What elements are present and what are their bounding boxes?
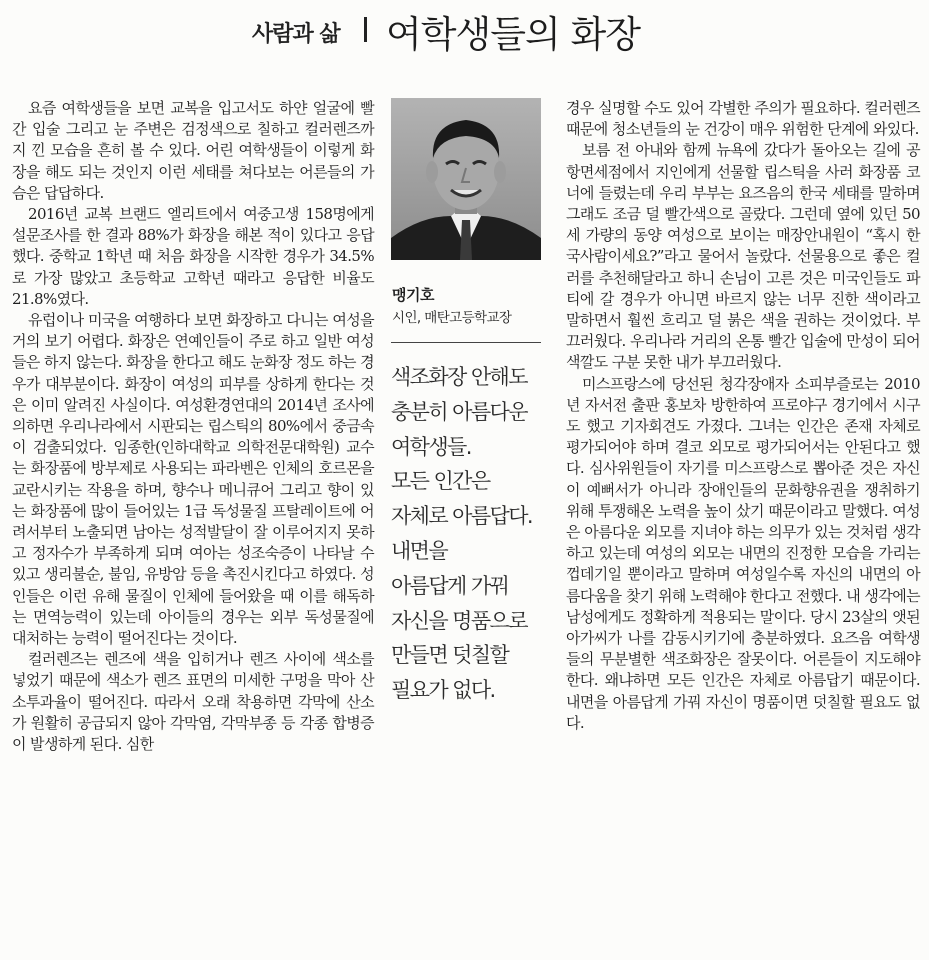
pull-quote-line: 색조화장 안해도 [391,365,527,389]
article-column-2 [566,98,920,734]
paragraph: 요즘 여학생들을 보면 교복을 입고서도 하얀 얼굴에 빨간 입술 그리고 눈 주변은 검정색으로 칠하고 컬러렌즈까지 낀 모습을 흔히 볼 수 있다. 어린 여학생들이 이렇게 화장을 해도 되는 것인지 이런 세태를 쳐다보는 어른들의 가슴은 답답하다. [12,99,374,202]
pull-quote [391,360,551,708]
paragraph: 미스프랑스에 당선된 청각장애자 소피부즐로는 2010년 자서전 출판 홍보차 방한하여 프로야구 경기에서 시구도 했고 기자회견도 가졌다. 그녀는 인간은 존재 자체로 평가되어야 하며 결코 외모로 평가되어서는 안된다고 했다. 심사위원들이 자기를 미스프랑스로 뽑아준 것은 자신이 예뻐서가 아니라 장애인들의 문화향유권을 쟁취하기 위해 투쟁해온 노력을 높이 샀기 때문이라고 말했다. 여성은 아름다운 외모를 지녀야 하는 의무가 있는 것처럼 생각하고 있는데 여성의 외모는 내면의 진정한 모습을 가리는 껍데기일 뿐이라고 말하며 여성일수록 자신의 내면의 아름다움을 찾기 위해 노력해야 한다고 전했다. 내 생각에는 남성에게도 정확하게 적용되는 말이다. 당시 23살의 앳된 아가씨가 나를 감동시키기에 충분하였다. 요즈음 여학생들의 무분별한 색조화장은 잘못이다. 어른들이 지도해야 한다. 왜냐하면 모든 인간은 자체로 아름답기 때문이다. 내면을 아름답게 가꿔 자신이 명품이면 덧칠할 필요도 없다. [566,374,920,732]
author-portrait-image [391,98,541,260]
article-column-1 [12,98,374,755]
author-name: 맹기호 [392,286,434,304]
article-title: 여학생들의 화장 [386,13,640,56]
paragraph: 컬러렌즈는 렌즈에 색을 입히거나 렌즈 사이에 색소를 넣었기 때문에 색소가 렌즈 표면의 미세한 구멍을 막아 산소투과율이 떨어진다. 따라서 오래 착용하면 각막에 산소가 원활히 공급되지 않아 각막염, 각막부종 등 각종 합병증이 발생하게 된다. 심한 [12,650,374,754]
pull-quote-line: 만들면 덧칠할 [391,643,509,668]
series-label: 사람과 삶 [252,22,340,47]
pull-quote-line: 자체로 아름답다. [391,504,532,529]
pull-quote-divider [391,342,541,343]
paragraph: 보름 전 아내와 함께 뉴욕에 갔다가 돌아오는 길에 공항면세점에서 지인에게 선물할 립스틱을 사러 화장품 코너에 들렸는데 우리 부부는 요즈음의 한국 세태를 말하며 그래도 조금 덜 빨간색으로 골랐다. 그런데 옆에 있던 50세 가량의 동양 여성으로 보이는 매장안내원이 “혹시 한국사람이세요?”라고 물어서 놀랐다. 선물용으로 좋은 컬러를 추천해달라고 하니 손님이 고른 것은 미국인들도 파티에 갈 경우가 아니면 바르지 않는 너무 진한 색이라고 말하면서 훨씬 흐리고 덜 붉은 색을 권하는 것이었다. 부끄러웠다. 우리나라 거리의 온통 빨간 입술에 만성이 되어 색깔도 구분 못한 내가 부끄러웠다. [566,141,920,372]
paragraph: 유럽이나 미국을 여행하다 보면 화장하고 다니는 여성을 거의 보기 어렵다. 화장은 연예인들이 주로 하고 일반 여성들은 하지 않는다. 화장을 한다고 해도 눈화장 정도 하는 경우가 대부분이다. 화장이 여성의 피부를 상하게 한다는 것은 이미 알려진 사실이다. 여성환경연대의 2014년 조사에 의하면 우리나라에서 시판되는 립스틱의 80%에서 중금속이 검출되었다. 임종한(인하대학교 의학전문대학원) 교수는 화장품에 방부제로 사용되는 파라벤은 인체의 호르몬을 교란시키는 작용을 하며, 향수나 메니큐어 그리고 향이 있는 화장품에 많이 들어있는 1급 독성물질 프탈레이트에 어려서부터 노출되면 남아는 성적발달이 잘 이루어지지 못하고 정자수가 부족하게 되며 여아는 성조숙증이 나타날 수 있고 생리불순, 불임, 유방암 등을 촉진시킨다고 하였다. 성인들은 이런 유해 물질이 인체에 들어왔을 때 이를 해독하는 면역능력이 있는데 아이들의 경우는 외부 독성물질에 대처하는 능력이 떨어진다는 것이다. [12,311,374,648]
pull-quote-line: 여학생들. [391,434,471,459]
pull-quote-line: 자신을 명품으로 [391,608,527,633]
author-title: 시인, 매탄고등학교장 [392,310,512,326]
column-header [0,0,929,66]
series-divider [364,17,367,42]
pull-quote-line: 모든 인간은 [391,469,490,494]
pull-quote-line: 아름답게 가꿔 [391,573,509,598]
paragraph: 경우 실명할 수도 있어 각별한 주의가 필요하다. 컬러렌즈 때문에 청소년들의 눈 건강이 매우 위험한 단계에 와있다. [566,99,920,139]
pull-quote-line: 내면을 [391,538,448,563]
pull-quote-line: 필요가 없다. [391,678,495,703]
paragraph: 2016년 교복 브랜드 엘리트에서 여중고생 158명에게 설문조사를 한 결과 88%가 화장을 해본 적이 있다고 응답했다. 중학교 1학년 때 처음 화장을 시작한 경우가 34.5%로 가장 많았고 초등학교 고학년 때라고 응답한 비율도 21.8%였다. [12,205,374,308]
pull-quote-line: 충분히 아름다운 [391,399,527,424]
author-photo [391,98,541,260]
